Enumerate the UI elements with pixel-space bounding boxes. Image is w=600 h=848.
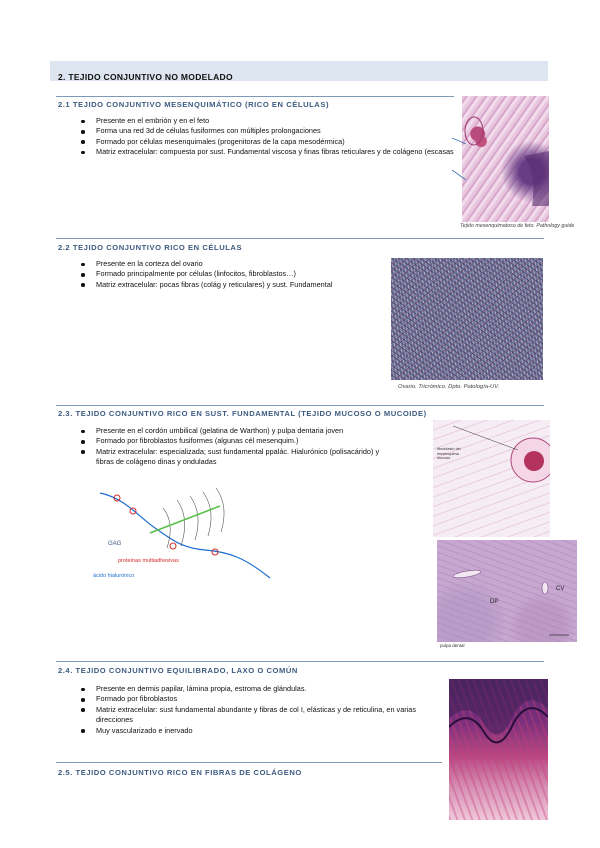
pointer-lines xyxy=(452,120,472,190)
list-item: Matriz extracelular: compuesta por sust. Fundamental viscosa y finas fibras reticulares y de colágeno (escasas xyxy=(78,147,478,157)
page-title-bar xyxy=(50,61,548,81)
list-item: Matriz extracelular: sust fundamental abundante y fibras de col I, elásticas y de reticulina, en varias direcciones xyxy=(78,705,423,726)
fibroblast-label: fibroblasto del mesénquima mucoso xyxy=(437,447,461,460)
list-item: Matriz extracelular: especializada; sust fundamental ppalác. Hialurónico (polisacárido) y fibras de colágeno dinas y onduladas xyxy=(78,447,398,468)
protein-label: proteínas multiadhesivas xyxy=(118,558,179,564)
section-2-1-rule xyxy=(56,96,454,97)
section-2-2-title: 2.2 TEJIDO CONJUNTIVO RICO EN CÉLULAS xyxy=(58,243,243,252)
list-item: Formado por fibroblastos fusiformes (algunas cél mesenquim.) xyxy=(78,436,398,446)
list-item: Formado por células mesenquimales (progenitoras de la capa mesodérmica) xyxy=(78,137,478,147)
list-item: Formado por fibroblastos xyxy=(78,694,423,704)
ovary-tissue-image xyxy=(391,258,543,380)
image-caption: Tejido mesenquimatoso de feto. Pathology guide xyxy=(460,223,575,229)
pulpa-label: pulpa dental xyxy=(440,643,465,648)
section-2-5-rule xyxy=(56,762,442,763)
matrix-diagram xyxy=(95,478,275,588)
list-item: Presente en el cordón umbilical (gelatina de Warthon) y pulpa dentaria joven xyxy=(78,426,398,436)
acid-label: ácido hialurónico xyxy=(93,573,135,579)
dp-label: DP xyxy=(490,599,499,605)
list-item: Presente en la corteza del ovario xyxy=(78,259,378,269)
cv-label: CV xyxy=(556,586,565,592)
gag-label: GAG xyxy=(108,541,122,547)
section-2-3-title: 2.3. TEJIDO CONJUNTIVO RICO EN SUST. FUNDAMENTAL (TEJIDO MUCOSO O MUCOIDE) xyxy=(58,409,427,418)
list-item: Presente en dermis papilar, lámina propia, estroma de glándulas. xyxy=(78,684,423,694)
section-2-4-rule xyxy=(56,661,544,662)
section-2-2-list xyxy=(78,259,378,290)
section-2-3-list xyxy=(78,426,398,468)
list-item: Forma una red 3d de células fusiformes con múltiples prolongaciones xyxy=(78,126,478,136)
image-caption: Ovario. Tricrómico. Dpto. Patología-UV. xyxy=(398,384,500,390)
section-2-4-list xyxy=(78,684,423,736)
umbilical-cord-image xyxy=(433,420,550,537)
section-2-4-title: 2.4. TEJIDO CONJUNTIVO EQUILIBRADO, LAXO O COMÚN xyxy=(58,666,298,675)
mesenchymal-tissue-image xyxy=(462,96,549,222)
list-item: Matriz extracelular: pocas fibras (colág y reticulares) y sust. Fundamental xyxy=(78,280,378,290)
section-2-5-title: 2.5. TEJIDO CONJUNTIVO RICO EN FIBRAS DE COLÁGENO xyxy=(58,768,302,777)
list-item: Formado principalmente por células (linfocitos, fibroblastos…) xyxy=(78,269,378,279)
section-2-1-list xyxy=(78,116,478,158)
list-item: Muy vascularizado e inervado xyxy=(78,726,423,736)
section-2-2-rule xyxy=(56,238,544,239)
page-title: 2. TEJIDO CONJUNTIVO NO MODELADO xyxy=(58,72,233,82)
list-item: Presente en el embrión y en el feto xyxy=(78,116,478,126)
section-2-3-rule xyxy=(56,405,544,406)
skin-dermis-image xyxy=(449,679,548,820)
section-2-1-title: 2.1 TEJIDO CONJUNTIVO MESENQUIMÁTICO (RICO EN CÉLULAS) xyxy=(58,100,330,109)
